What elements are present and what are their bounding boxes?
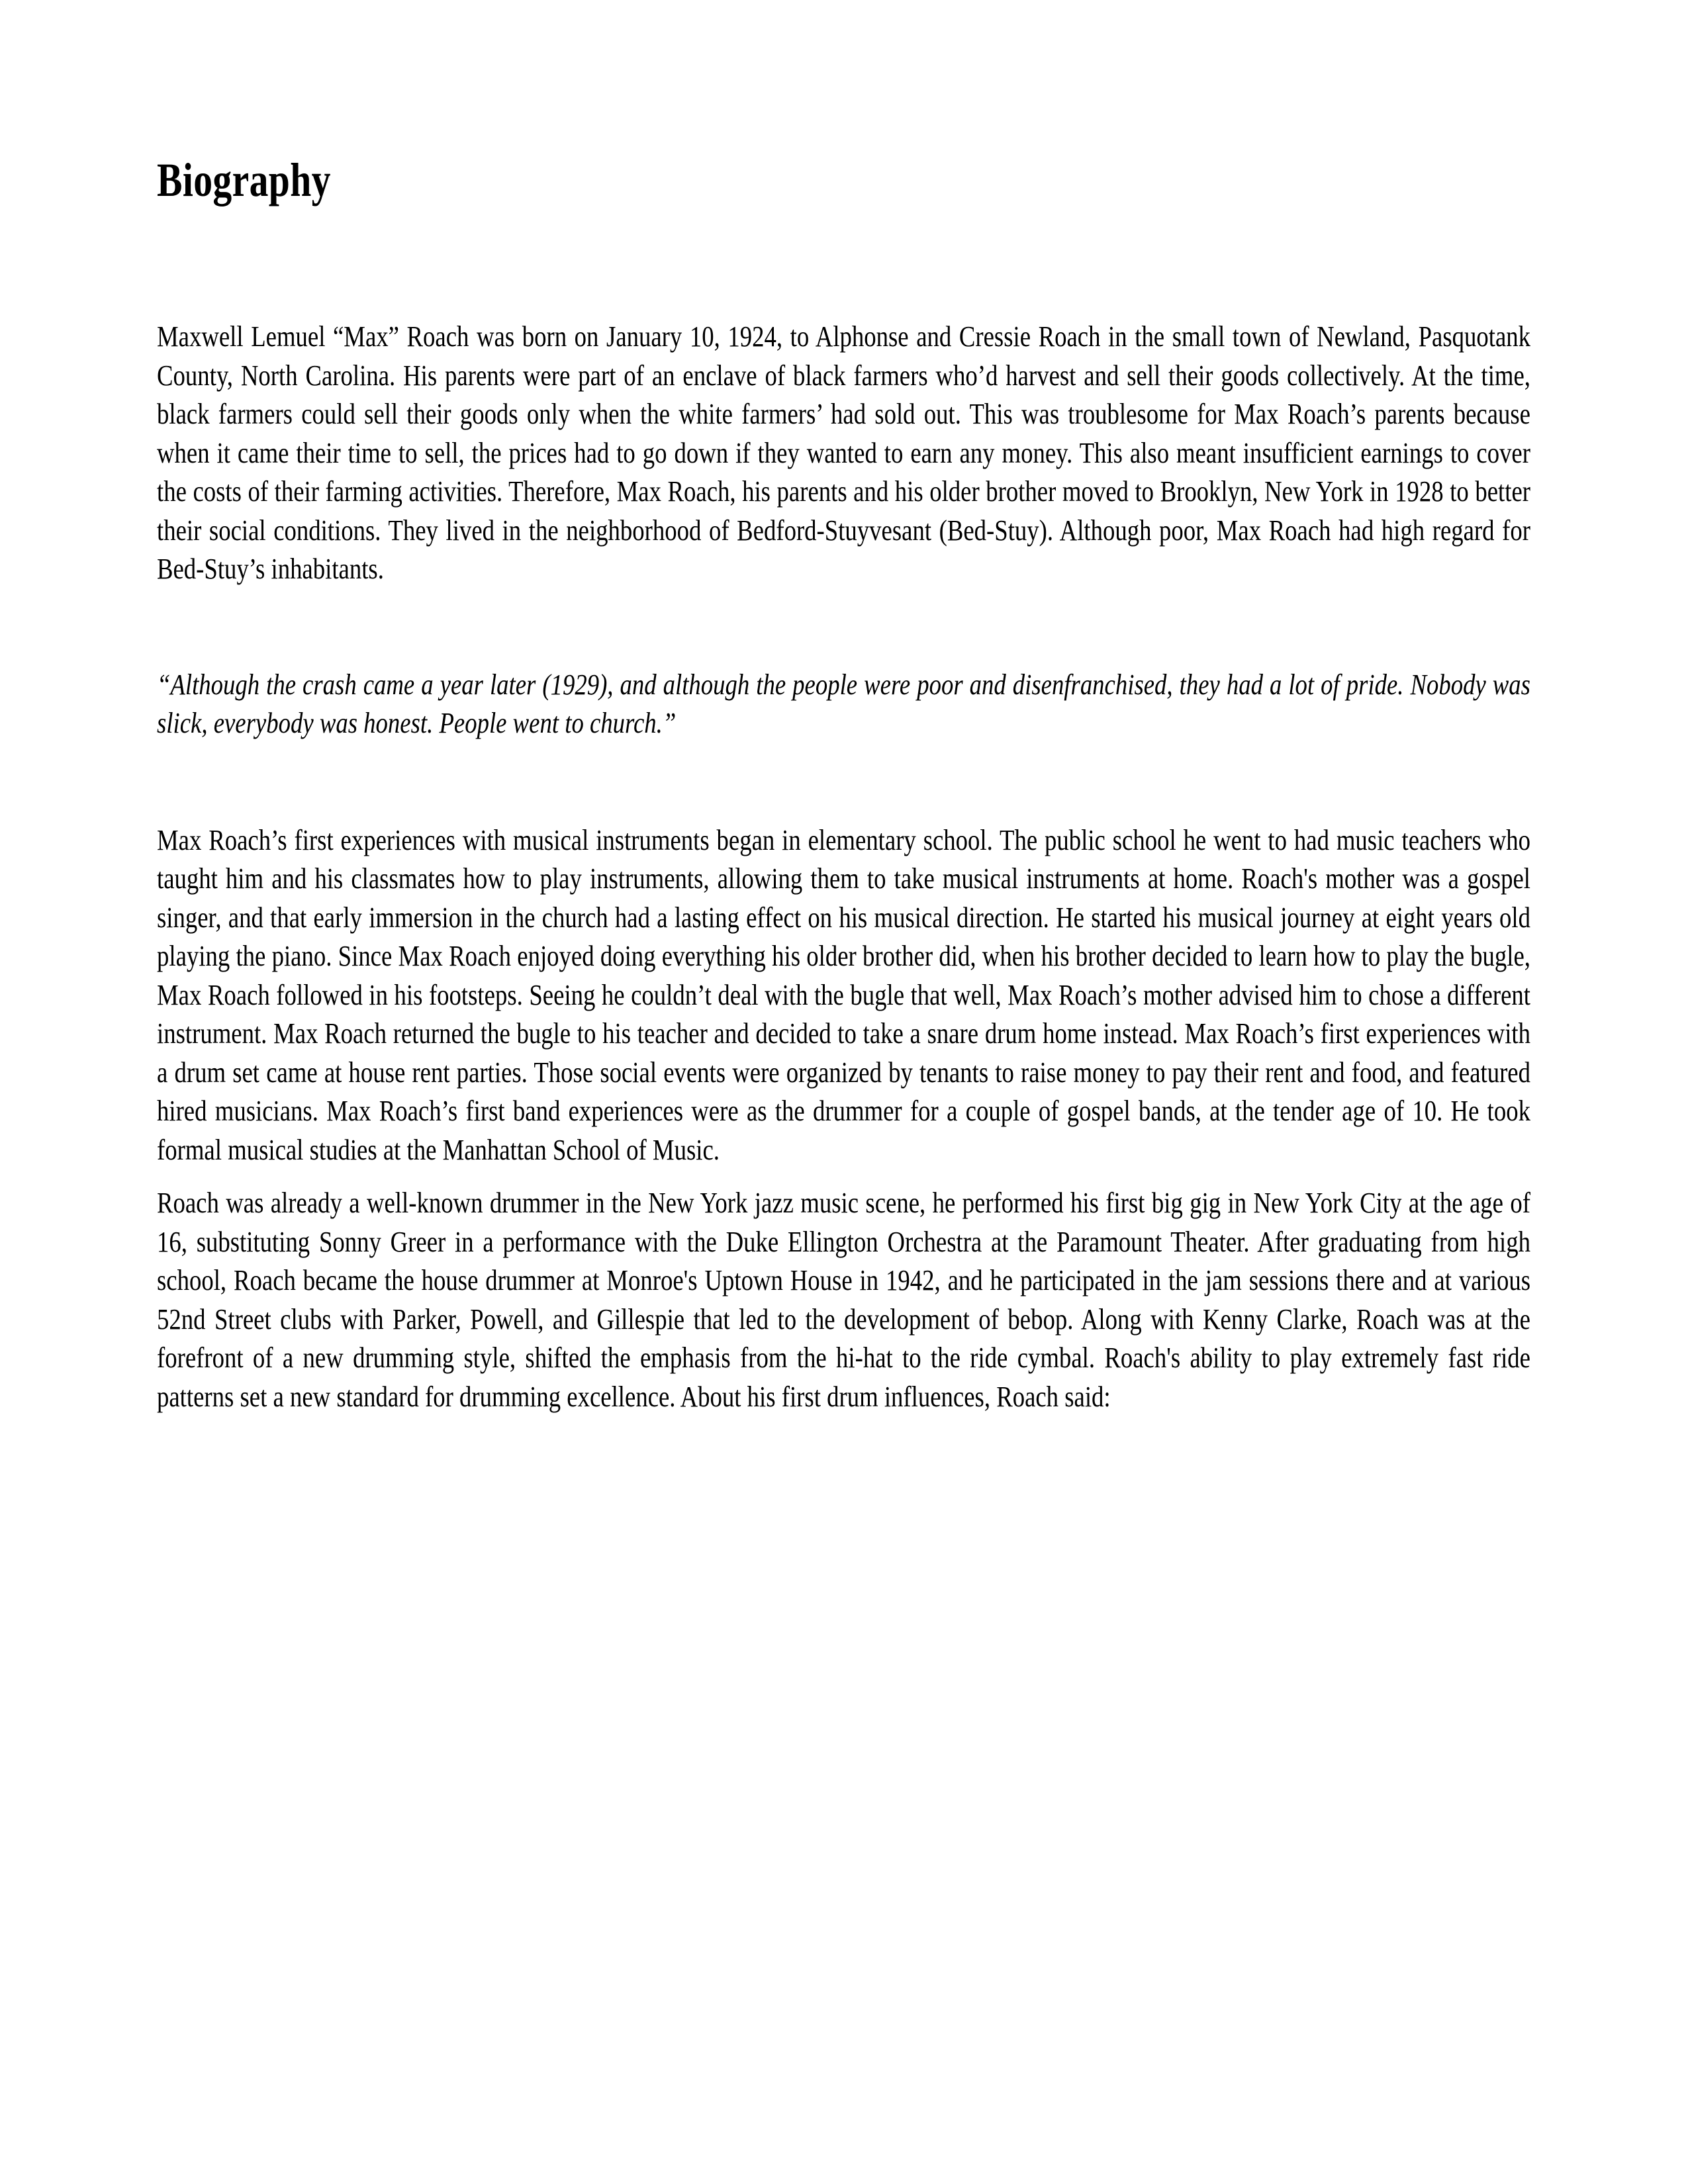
pull-quote-crash-1929: “Although the crash came a year later (1929), and although the people were poor and disenfranchised, they had a lot of pride. Nobody was slick, everybody was honest. People went to church.” <box>157 668 1530 739</box>
document-content-column <box>157 0 1530 1416</box>
paragraph-biography-early-life: Maxwell Lemuel “Max” Roach was born on January 10, 1924, to Alphonse and Cressie Roach in the small town of Newland, Pasquotank County, North Carolina. His parents were part of an enclave of black farmers who’d harvest and sell their goods collectively. At the time, black farmers could sell their goods only when the white farmers’ had sold out. This was troublesome for Max Roach’s parents because when it came their time to sell, the prices had to go down if they wanted to earn any money. This also meant insufficient earnings to cover the costs of their farming activities. Therefore, Max Roach, his parents and his older brother moved to Brooklyn, New York in 1928 to better their social conditions. They lived in the neighborhood of Bedford-Stuyvesant (Bed-Stuy). Although poor, Max Roach had high regard for Bed-Stuy’s inhabitants. <box>157 320 1530 585</box>
title-body-spacer <box>157 204 1530 318</box>
paragraph-paragraph-spacer <box>157 1169 1530 1184</box>
paragraph-quote-spacer <box>157 589 1530 666</box>
paragraph-musical-beginnings: Max Roach’s first experiences with musical instruments began in elementary school. The public school he went to had music teachers who taught him and his classmates how to play instruments, allowing them to take musical instruments at home. Roach's mother was a gospel singer, and that early immersion in the church had a lasting effect on his musical direction. He started his musical journey at eight years old playing the piano. Since Max Roach enjoyed doing everything his older brother did, when his brother decided to learn how to play the bugle, Max Roach followed in his footsteps. Seeing he couldn’t deal with the bugle that well, Max Roach’s mother advised him to chose a different instrument. Max Roach returned the bugle to his teacher and decided to take a snare drum home instead. Max Roach’s first experiences with a drum set came at house rent parties. Those social events were organized by tenants to raise money to pay their rent and food, and featured hired musicians. Max Roach’s first band experiences were as the drummer for a couple of gospel bands, at the tender age of 10. He took formal musical studies at the Manhattan School of Music. <box>157 823 1530 1166</box>
page-title: Biography <box>157 154 331 206</box>
quote-paragraph-spacer <box>157 743 1530 821</box>
paragraph-new-york-career: Roach was already a well-known drummer in the New York jazz music scene, he performed his first big gig in New York City at the age of 16, substituting Sonny Greer in a performance with the Duke Ellington Orchestra at the Paramount Theater. After graduating from high school, Roach became the house drummer at Monroe's Uptown House in 1942, and he participated in the jam sessions there and at various 52nd Street clubs with Parker, Powell, and Gillespie that led to the development of bebop. Along with Kenny Clarke, Roach was at the forefront of a new drumming style, shifted the emphasis from the hi-hat to the ride cymbal. Roach's ability to play extremely fast ride patterns set a new standard for drumming excellence. About his first drum influences, Roach said: <box>157 1187 1530 1413</box>
